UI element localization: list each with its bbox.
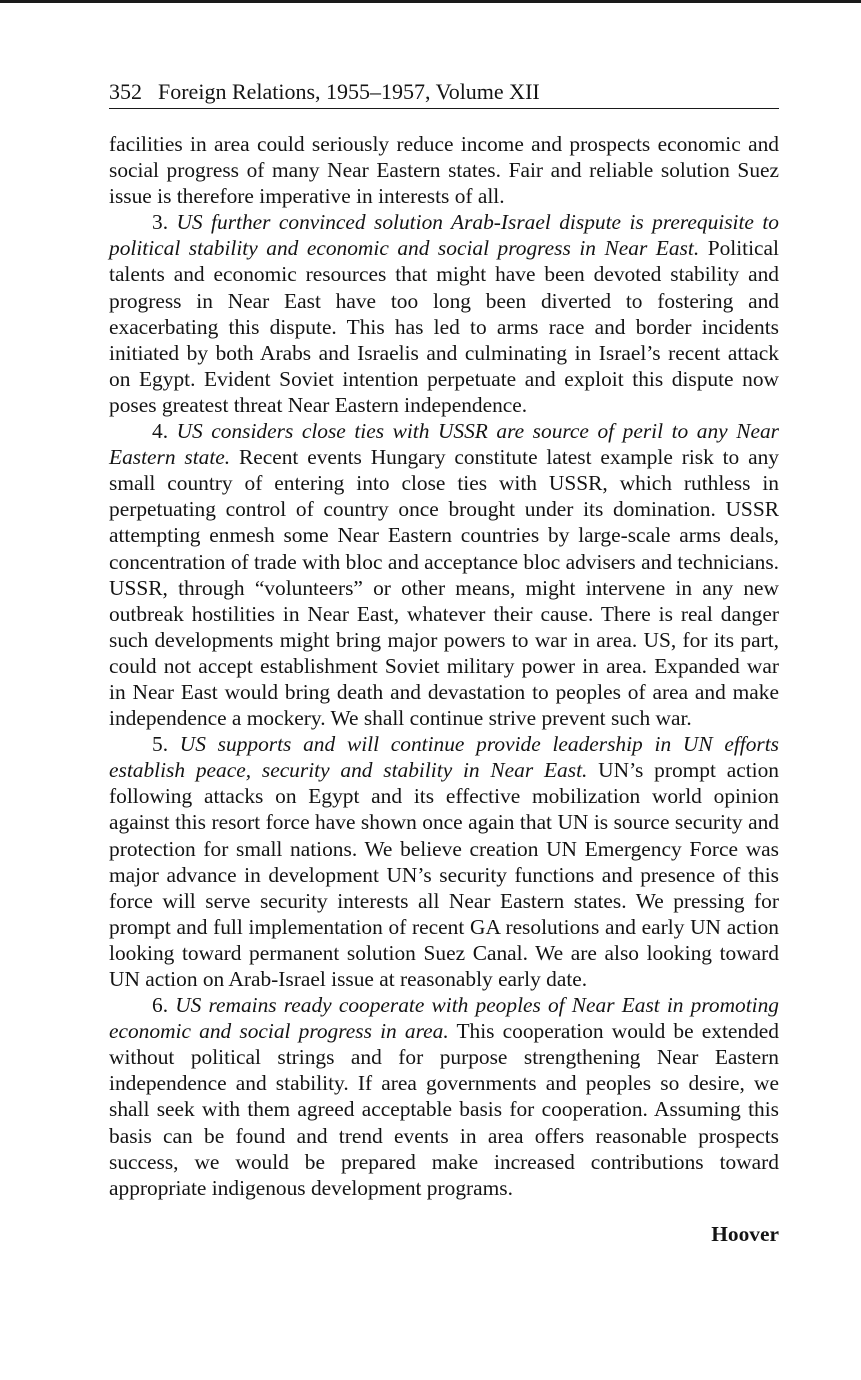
paragraph-continued — [109, 131, 779, 209]
running-title: Foreign Relations, 1955–1957, Volume XII — [158, 79, 540, 104]
paragraph-5 — [109, 731, 779, 992]
paragraph-4 — [109, 418, 779, 731]
paragraph-text: Recent events Hungary constitute latest example risk to any small country of entering into close ties with USSR, which ruthless in perpetuating control of country once brought under its domination. USSR attempting enmesh some Near Eastern countries by large-scale arms deals, concentration of trade with bloc and acceptance bloc advisers and technicians. USSR, through “volunteers” or other means, might intervene in any new outbreak hostilities in Near East, whatever their cause. There is real danger such developments might bring major powers to war in area. US, for its part, could not accept establishment Soviet military power in area. Expanded war in Near East would bring death and devastation to peoples of area and make independence a mockery. We shall continue strive prevent such war. — [109, 445, 779, 731]
paragraph-text: Political talents and economic resources that might have been devoted stability and progress in Near East have too long been diverted to fostering and exacerbating this dispute. This has led to arms race and border incidents initiated by both Arabs and Israelis and culminating in Israel’s recent attack on Egypt. Evident Soviet intention perpetuate and exploit this dispute now poses greatest threat Near Eastern independence. — [109, 236, 779, 417]
signature: Hoover — [711, 1221, 779, 1246]
paragraph-number: 5. — [152, 732, 169, 757]
page-top-edge — [0, 0, 861, 3]
paragraph-number: 4. — [152, 419, 169, 444]
document-body — [109, 131, 779, 1201]
paragraph-text: facilities in area could seriously reduce income and prospects economic and social progress of many Near Eastern states. Fair and reliable solution Suez issue is therefore imperative in interests of all. — [109, 132, 779, 209]
paragraph-number: 3. — [152, 210, 169, 235]
paragraph-6 — [109, 992, 779, 1201]
paragraph-italic-lead: US further convinced solution Arab-Israel dispute is prerequisite to political stability and economic and social progress in Near East. — [109, 210, 779, 261]
paragraph-number: 6. — [152, 993, 169, 1018]
paragraph-text: This cooperation would be extended without political strings and for purpose strengthening Near Eastern independence and stability. If area governments and peoples so desire, we shall seek with them agreed acceptable basis for cooperation. Assuming this basis can be found and trend events in area offers reasonable prospects success, we would be prepared make increased contributions toward appropriate indigenous development programs. — [109, 1019, 779, 1200]
running-header — [109, 78, 779, 109]
paragraph-3 — [109, 209, 779, 418]
page-number: 352 — [109, 79, 142, 104]
paragraph-text: UN’s prompt action following attacks on Egypt and its effective mobilization world opinion against this resort force have shown once again that UN is source security and protection for small nations. We believe creation UN Emergency Force was major advance in development UN’s security functions and presence of this force will serve security interests all Near Eastern states. We pressing for prompt and full implementation of recent GA resolutions and early UN action looking toward permanent solution Suez Canal. We are also looking toward UN action on Arab-Israel issue at reasonably early date. — [109, 758, 779, 991]
paragraph-italic-lead: US supports and will continue provide leadership in UN efforts establish peace, security and stability in Near East. — [109, 732, 779, 783]
paragraph-italic-lead: US considers close ties with USSR are source of peril to any Near Eastern state. — [109, 419, 779, 470]
document-page — [109, 78, 779, 1247]
paragraph-italic-lead: US remains ready cooperate with peoples of Near East in promoting economic and social progress in area. — [109, 993, 779, 1044]
